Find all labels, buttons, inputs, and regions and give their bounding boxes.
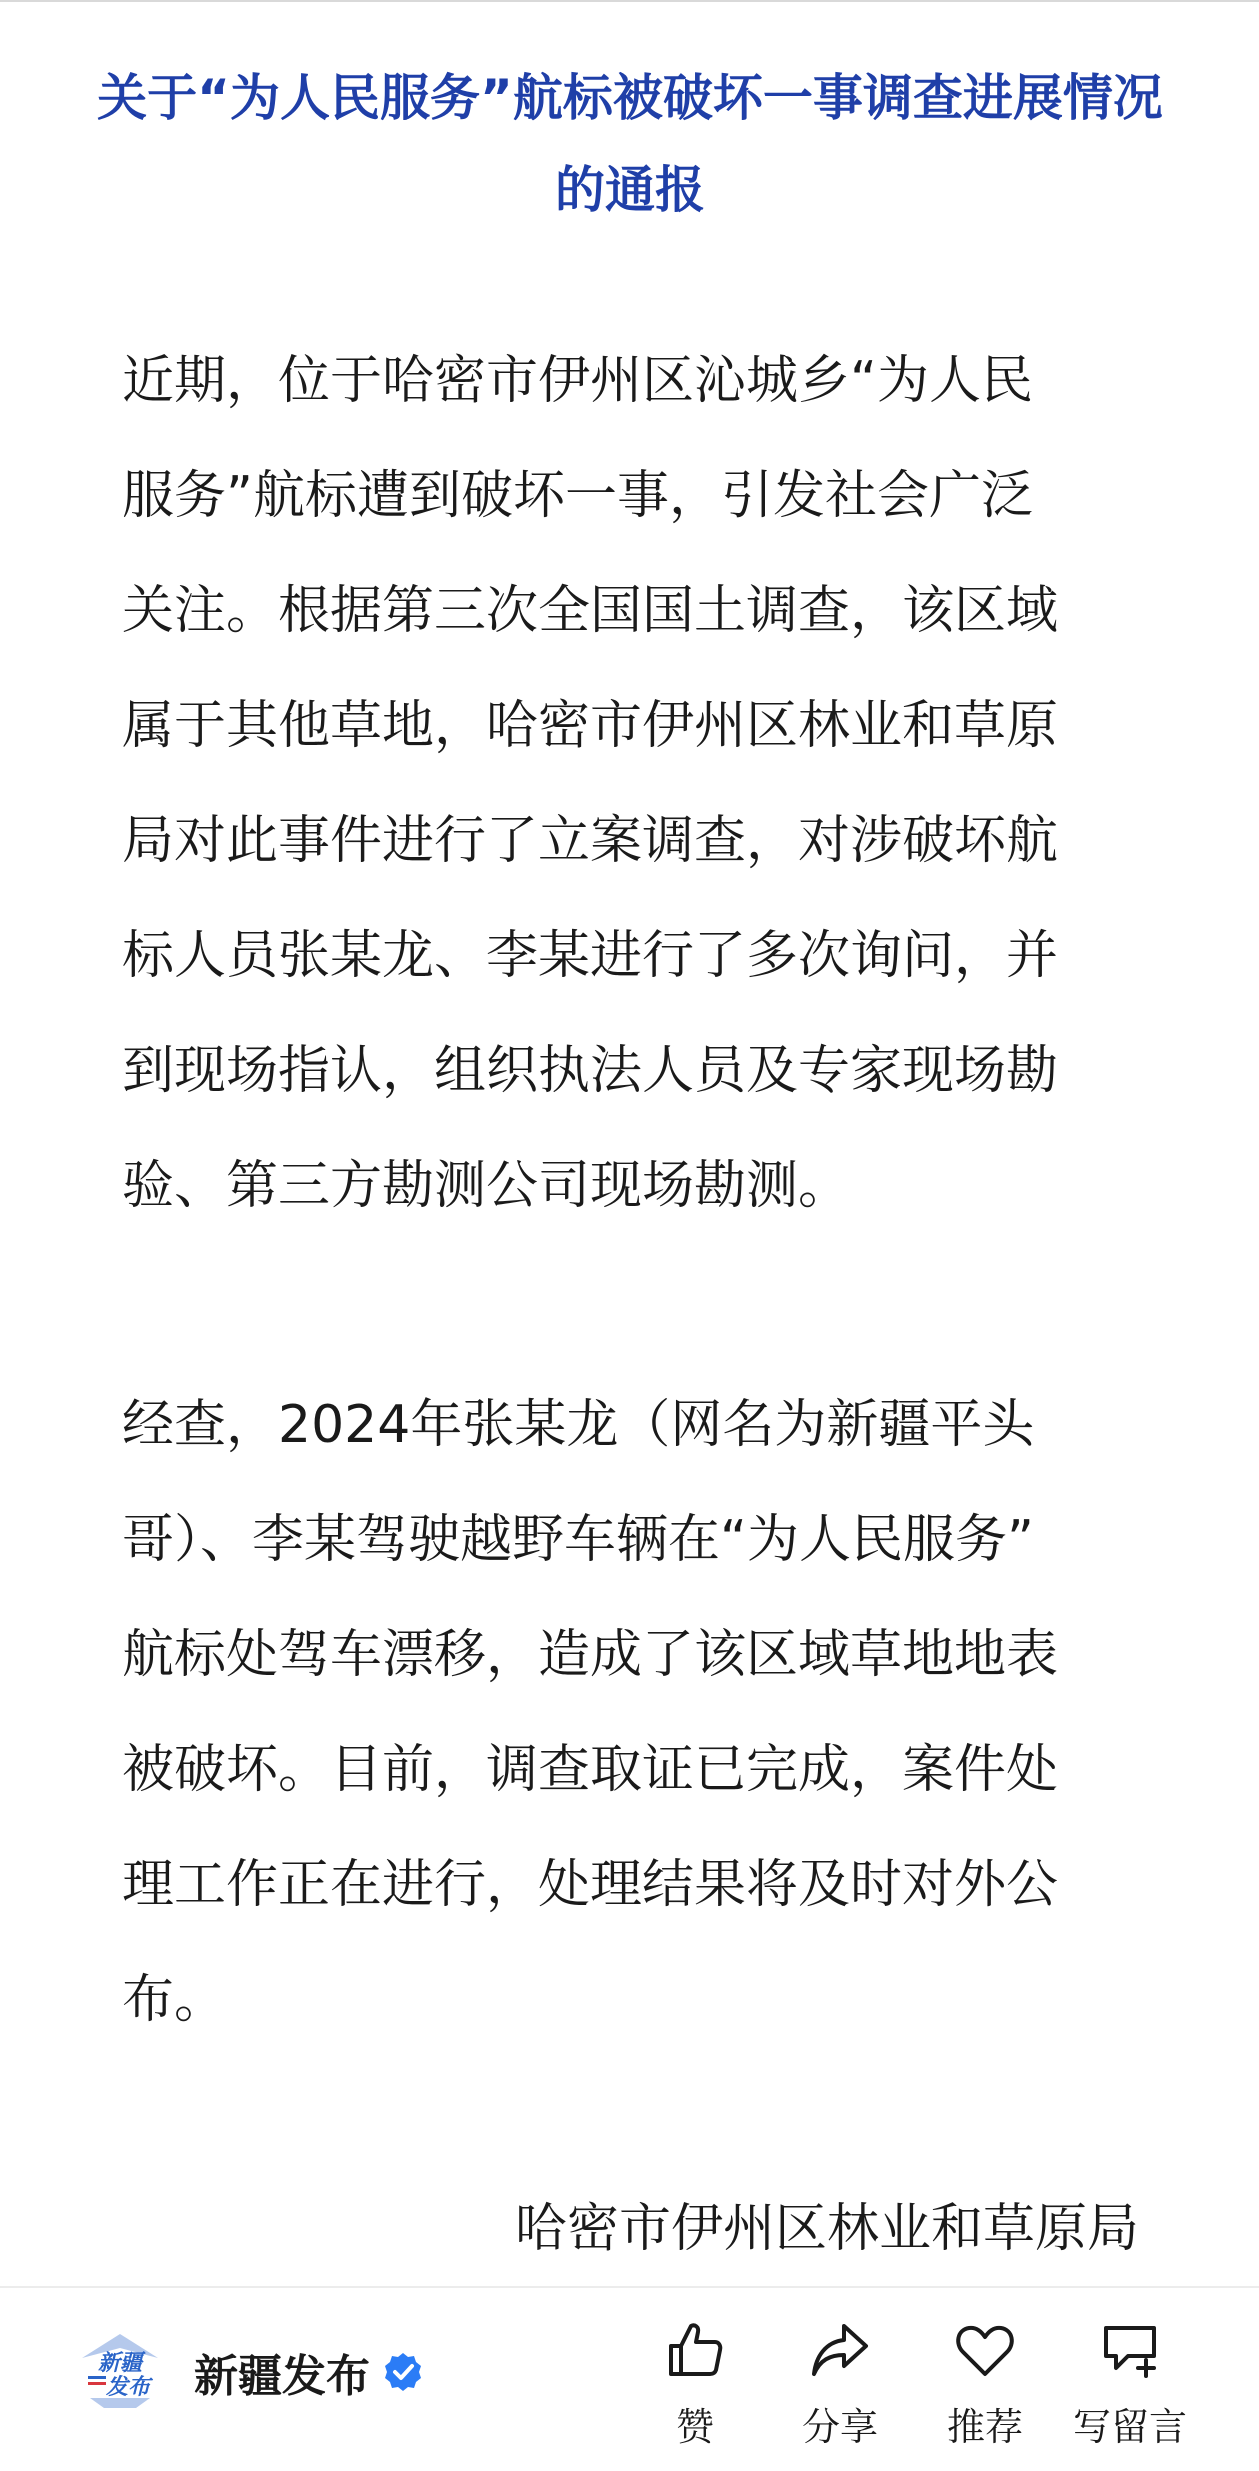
article-title: [60, 52, 1200, 236]
comment-icon: [1098, 2318, 1162, 2382]
like-label: 赞: [675, 2405, 714, 2449]
paragraph-line: 经查，2024年张某龙（网名为新疆平头: [122, 1395, 1035, 1455]
paragraph-line: 近期，位于哈密市伊州区沁城乡“为人民: [122, 351, 1033, 411]
paragraph-line: 属于其他草地，哈密市伊州区林业和草原: [122, 696, 1059, 756]
paragraph-line: 关注。根据第三次全国国土调查，该区域: [122, 581, 1059, 641]
bottom-action-bar: [0, 2286, 1259, 2471]
paragraph-line: 服务”航标遭到破坏一事，引发社会广泛: [122, 466, 1033, 526]
article-paragraph-2: [122, 1368, 1152, 2058]
logo-text-top: 新疆: [97, 2350, 143, 2375]
paragraph-line: 到现场指认，组织执法人员及专家现场勘: [122, 1041, 1059, 1101]
paragraph-line: 局对此事件进行了立案调查，对涉破坏航: [122, 811, 1059, 871]
paragraph-line: 标人员张某龙、李某进行了多次询问，并: [122, 926, 1059, 986]
action-buttons: [0, 2318, 1259, 2468]
paragraph-line: 哥）、李某驾驶越野车辆在“为人民服务”: [122, 1510, 1034, 1570]
paragraph-line: 理工作正在进行，处理结果将及时对外公: [122, 1855, 1059, 1915]
title-line-2: 的通报: [555, 161, 705, 219]
thumbs-up-icon: [663, 2318, 727, 2382]
share-label: 分享: [801, 2405, 878, 2449]
paragraph-line: 布。: [122, 1970, 227, 2030]
like-button[interactable]: [620, 2318, 770, 2451]
share-arrow-icon: [808, 2318, 872, 2382]
comment-label: 写留言: [1072, 2405, 1187, 2449]
paragraph-line: 被破坏。目前，调查取证已完成，案件处: [122, 1740, 1059, 1800]
article-paragraph-1: [122, 324, 1152, 1244]
paragraph-line: 航标处驾车漂移，造成了该区域草地地表: [122, 1625, 1059, 1685]
comment-button[interactable]: [1055, 2318, 1205, 2451]
article-signature: 哈密市伊州区林业和草原局: [514, 2199, 1139, 2259]
share-button[interactable]: [765, 2318, 915, 2451]
logo-text-bottom: 发布: [105, 2374, 151, 2399]
recommend-label: 推荐: [946, 2405, 1023, 2449]
recommend-button[interactable]: [910, 2318, 1060, 2451]
top-divider: [0, 0, 1259, 2]
account-name[interactable]: 新疆发布: [194, 2351, 370, 2402]
title-line-1: 关于“为人民服务”航标被破坏一事调查进展情况: [97, 69, 1163, 127]
heart-icon: [953, 2318, 1017, 2382]
paragraph-line: 验、第三方勘测公司现场勘测。: [122, 1156, 851, 1216]
